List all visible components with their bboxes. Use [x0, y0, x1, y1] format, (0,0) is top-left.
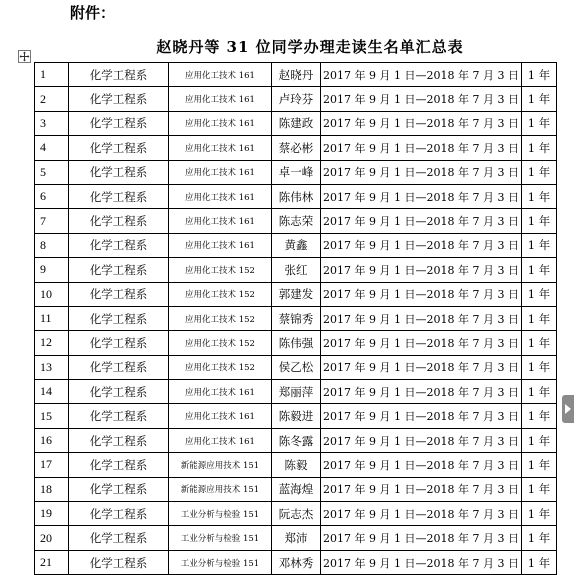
period-cell: 2017 年 9 月 1 日—2018 年 7 月 3 日 — [321, 63, 522, 87]
department-cell: 化学工程系 — [69, 453, 169, 477]
class-cell: 新能源应用技术 151 — [169, 477, 272, 501]
attachment-label: 附件： — [70, 4, 116, 22]
document-title: 赵晓丹等 31 位同学办理走读生名单汇总表 — [156, 38, 464, 56]
row-number: 19 — [35, 502, 69, 526]
row-number: 18 — [35, 477, 69, 501]
class-cell: 工业分析与检验 151 — [169, 502, 272, 526]
row-number: 21 — [35, 550, 69, 574]
row-number: 15 — [35, 404, 69, 428]
duration-cell: 1 年 — [522, 380, 557, 404]
class-cell: 工业分析与检验 151 — [169, 526, 272, 550]
table-row — [35, 526, 557, 550]
student-name-cell: 蔡必彬 — [272, 136, 321, 160]
table-row — [35, 160, 557, 184]
table-row — [35, 209, 557, 233]
class-cell: 应用化工技术 152 — [169, 258, 272, 282]
period-cell: 2017 年 9 月 1 日—2018 年 7 月 3 日 — [321, 282, 522, 306]
department-cell: 化学工程系 — [69, 136, 169, 160]
row-number: 4 — [35, 136, 69, 160]
period-cell: 2017 年 9 月 1 日—2018 年 7 月 3 日 — [321, 306, 522, 330]
department-cell: 化学工程系 — [69, 233, 169, 257]
department-cell: 化学工程系 — [69, 502, 169, 526]
department-cell: 化学工程系 — [69, 380, 169, 404]
class-cell: 应用化工技术 161 — [169, 184, 272, 208]
student-name-cell: 陈伟林 — [272, 184, 321, 208]
row-number: 3 — [35, 111, 69, 135]
table-row — [35, 87, 557, 111]
duration-cell: 1 年 — [522, 209, 557, 233]
duration-cell: 1 年 — [522, 63, 557, 87]
period-cell: 2017 年 9 月 1 日—2018 年 7 月 3 日 — [321, 502, 522, 526]
row-number: 9 — [35, 258, 69, 282]
duration-cell: 1 年 — [522, 331, 557, 355]
duration-cell: 1 年 — [522, 282, 557, 306]
period-cell: 2017 年 9 月 1 日—2018 年 7 月 3 日 — [321, 331, 522, 355]
student-name-cell: 阮志杰 — [272, 502, 321, 526]
duration-cell: 1 年 — [522, 453, 557, 477]
department-cell: 化学工程系 — [69, 209, 169, 233]
student-name-cell: 陈毅进 — [272, 404, 321, 428]
table-row — [35, 111, 557, 135]
period-cell: 2017 年 9 月 1 日—2018 年 7 月 3 日 — [321, 380, 522, 404]
class-cell: 应用化工技术 161 — [169, 404, 272, 428]
table-row — [35, 477, 557, 501]
period-cell: 2017 年 9 月 1 日—2018 年 7 月 3 日 — [321, 258, 522, 282]
duration-cell: 1 年 — [522, 306, 557, 330]
side-panel-toggle-icon[interactable] — [562, 395, 574, 423]
period-cell: 2017 年 9 月 1 日—2018 年 7 月 3 日 — [321, 453, 522, 477]
department-cell: 化学工程系 — [69, 526, 169, 550]
class-cell: 应用化工技术 161 — [169, 87, 272, 111]
table-row — [35, 331, 557, 355]
period-cell: 2017 年 9 月 1 日—2018 年 7 月 3 日 — [321, 526, 522, 550]
table-row — [35, 404, 557, 428]
student-name-cell: 陈毅 — [272, 453, 321, 477]
period-cell: 2017 年 9 月 1 日—2018 年 7 月 3 日 — [321, 404, 522, 428]
period-cell: 2017 年 9 月 1 日—2018 年 7 月 3 日 — [321, 477, 522, 501]
department-cell: 化学工程系 — [69, 428, 169, 452]
class-cell: 应用化工技术 152 — [169, 331, 272, 355]
duration-cell: 1 年 — [522, 136, 557, 160]
class-cell: 工业分析与检验 151 — [169, 550, 272, 574]
student-name-cell: 陈伟强 — [272, 331, 321, 355]
table-row — [35, 136, 557, 160]
student-name-cell: 卓一峰 — [272, 160, 321, 184]
table-row — [35, 428, 557, 452]
duration-cell: 1 年 — [522, 526, 557, 550]
row-number: 12 — [35, 331, 69, 355]
row-number: 20 — [35, 526, 69, 550]
student-name-cell: 侯乙松 — [272, 355, 321, 379]
class-cell: 应用化工技术 161 — [169, 428, 272, 452]
row-number: 7 — [35, 209, 69, 233]
student-name-cell: 郑丽萍 — [272, 380, 321, 404]
row-number: 6 — [35, 184, 69, 208]
row-number: 2 — [35, 87, 69, 111]
period-cell: 2017 年 9 月 1 日—2018 年 7 月 3 日 — [321, 160, 522, 184]
table-row — [35, 453, 557, 477]
department-cell: 化学工程系 — [69, 63, 169, 87]
period-cell: 2017 年 9 月 1 日—2018 年 7 月 3 日 — [321, 136, 522, 160]
class-cell: 应用化工技术 161 — [169, 111, 272, 135]
department-cell: 化学工程系 — [69, 160, 169, 184]
row-number: 11 — [35, 306, 69, 330]
period-cell: 2017 年 9 月 1 日—2018 年 7 月 3 日 — [321, 355, 522, 379]
student-name-cell: 陈建政 — [272, 111, 321, 135]
row-number: 14 — [35, 380, 69, 404]
table-row — [35, 502, 557, 526]
period-cell: 2017 年 9 月 1 日—2018 年 7 月 3 日 — [321, 111, 522, 135]
row-number: 5 — [35, 160, 69, 184]
student-list-table — [34, 62, 557, 575]
table-row — [35, 282, 557, 306]
department-cell: 化学工程系 — [69, 87, 169, 111]
row-number: 10 — [35, 282, 69, 306]
duration-cell: 1 年 — [522, 111, 557, 135]
table-row — [35, 306, 557, 330]
class-cell: 应用化工技术 161 — [169, 136, 272, 160]
table-row — [35, 380, 557, 404]
table-row — [35, 63, 557, 87]
table-row — [35, 550, 557, 574]
class-cell: 应用化工技术 161 — [169, 380, 272, 404]
department-cell: 化学工程系 — [69, 306, 169, 330]
class-cell: 应用化工技术 161 — [169, 233, 272, 257]
student-name-cell: 黄鑫 — [272, 233, 321, 257]
student-name-cell: 陈志荣 — [272, 209, 321, 233]
row-number: 17 — [35, 453, 69, 477]
duration-cell: 1 年 — [522, 502, 557, 526]
class-cell: 应用化工技术 161 — [169, 209, 272, 233]
class-cell: 新能源应用技术 151 — [169, 453, 272, 477]
duration-cell: 1 年 — [522, 550, 557, 574]
student-name-cell: 郑沛 — [272, 526, 321, 550]
duration-cell: 1 年 — [522, 355, 557, 379]
row-number: 13 — [35, 355, 69, 379]
class-cell: 应用化工技术 161 — [169, 160, 272, 184]
department-cell: 化学工程系 — [69, 477, 169, 501]
class-cell: 应用化工技术 161 — [169, 63, 272, 87]
period-cell: 2017 年 9 月 1 日—2018 年 7 月 3 日 — [321, 550, 522, 574]
student-name-cell: 张红 — [272, 258, 321, 282]
student-name-cell: 郭建发 — [272, 282, 321, 306]
department-cell: 化学工程系 — [69, 404, 169, 428]
student-name-cell: 蔡锦秀 — [272, 306, 321, 330]
duration-cell: 1 年 — [522, 477, 557, 501]
row-number: 8 — [35, 233, 69, 257]
duration-cell: 1 年 — [522, 160, 557, 184]
table-row — [35, 184, 557, 208]
row-number: 16 — [35, 428, 69, 452]
department-cell: 化学工程系 — [69, 355, 169, 379]
department-cell: 化学工程系 — [69, 111, 169, 135]
duration-cell: 1 年 — [522, 233, 557, 257]
period-cell: 2017 年 9 月 1 日—2018 年 7 月 3 日 — [321, 428, 522, 452]
department-cell: 化学工程系 — [69, 331, 169, 355]
student-name-cell: 邓林秀 — [272, 550, 321, 574]
duration-cell: 1 年 — [522, 258, 557, 282]
department-cell: 化学工程系 — [69, 184, 169, 208]
period-cell: 2017 年 9 月 1 日—2018 年 7 月 3 日 — [321, 184, 522, 208]
duration-cell: 1 年 — [522, 404, 557, 428]
student-name-cell: 卢玲芬 — [272, 87, 321, 111]
period-cell: 2017 年 9 月 1 日—2018 年 7 月 3 日 — [321, 233, 522, 257]
student-name-cell: 陈冬露 — [272, 428, 321, 452]
student-name-cell: 赵晓丹 — [272, 63, 321, 87]
duration-cell: 1 年 — [522, 184, 557, 208]
class-cell: 应用化工技术 152 — [169, 306, 272, 330]
duration-cell: 1 年 — [522, 428, 557, 452]
class-cell: 应用化工技术 152 — [169, 282, 272, 306]
period-cell: 2017 年 9 月 1 日—2018 年 7 月 3 日 — [321, 209, 522, 233]
department-cell: 化学工程系 — [69, 258, 169, 282]
class-cell: 应用化工技术 152 — [169, 355, 272, 379]
table-row — [35, 355, 557, 379]
department-cell: 化学工程系 — [69, 282, 169, 306]
table-row — [35, 258, 557, 282]
department-cell: 化学工程系 — [69, 550, 169, 574]
row-number: 1 — [35, 63, 69, 87]
student-name-cell: 蓝海煌 — [272, 477, 321, 501]
period-cell: 2017 年 9 月 1 日—2018 年 7 月 3 日 — [321, 87, 522, 111]
table-row — [35, 233, 557, 257]
duration-cell: 1 年 — [522, 87, 557, 111]
